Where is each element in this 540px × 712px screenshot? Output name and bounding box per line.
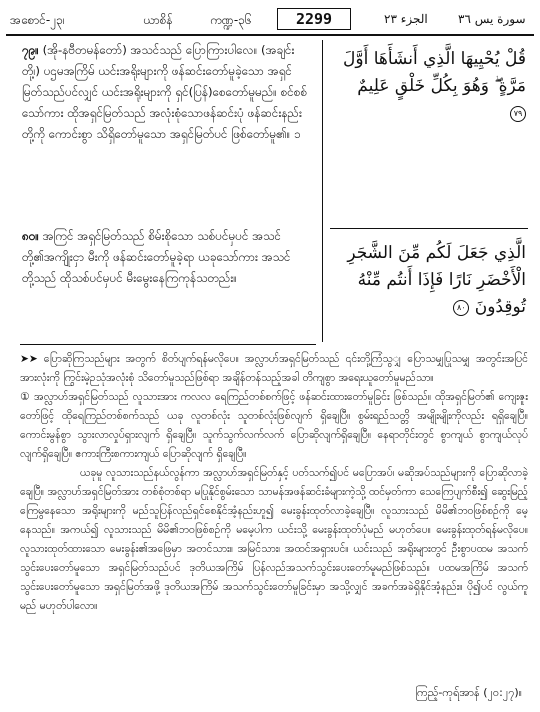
verse-number: ၇၉။	[22, 43, 39, 57]
ayah-marker: ٨٠	[453, 300, 469, 316]
footnote-separator	[20, 344, 316, 345]
arabic-text: الَّذِي جَعَلَ لَكُم مِّنَ الشَّجَرِ الْأَخْضَرِ نَارًا فَإِذَا أَنتُم مِّنْهُ تُوقِدُونَ	[347, 243, 526, 317]
header-rule	[6, 34, 534, 36]
section-label: ကဏ္ဍ-၃၆	[210, 13, 252, 27]
surah-label: سورة يس ٣٦	[458, 12, 526, 26]
column-divider	[322, 40, 323, 342]
footnote-block	[20, 350, 528, 616]
juz-label: الجزء ٢٣	[384, 12, 428, 26]
verse-79-translation	[22, 40, 312, 145]
arabic-block-rule	[330, 228, 528, 229]
verse-80-translation	[22, 226, 312, 289]
page-number: 2299	[277, 8, 351, 30]
footnote-note-1: ① အလ္လာဟ်အရှင်မြတ်သည် လူသားအား ကလလ ရေကြည်တစ်စက်ဖြင့် ဖန်ဆင်းထားတော်မူခြင်း ဖြစ်သည်။ ထိုအရှင်မြတ်၏ ကျေးဇူးတော်ဖြင့် ထိုရေကြည်တစ်စက်သည် ယခု လူတစ်လုံး သူတစ်လုံးဖြစ်လျက် ရှိချေပြီ။ စွမ်းရည်သတ္တိ အမျိုးမျိုးကိုလည်း ရရှိချေပြီ။ ကောင်းမွန်စွာ သွားလာလှုပ်ရှားလျက် ရှိချေပြီ။ သူက်သွက်လက်လက် ပြောဆိုလျက်ရှိချေပြီ။ နေရာတိုင်းတွင် စွာကျယ် စွာကျယ်လုပ်လျက်ရှိချေပြီ။ ဧကားကြီးစကားကျယ် ပြောဆိုလျက် ရှိချေပြီ။	[20, 391, 528, 460]
volume-label: အစောင်-၂၃၊	[10, 13, 65, 27]
footnote-reference: ကြည့်-ကုရ်အာန် (၂၀:၂၇)။	[415, 686, 522, 699]
verse-text: အကြင် အရှင်မြတ်သည် စိမ်းစိုသော သစ်ပင်မှပင် အသင်တို့၏အကျိုးငှာ မီးကို ဖန်ဆင်းတော်မူခဲ့ရာ ယခုသော်ကား အသင်တို့သည် ထိုသစ်ပင်မှပင် မီးမွေးနေကြကုန်သတည်း။	[22, 229, 291, 285]
footnote-intro: ➤➤ ပြောဆိုကြသည်များ အတွက် စိတ်ပျက်ရန်မလိုပေ။ အလ္လာဟ်အရှင်မြတ်သည် ၎င်းတို့ကြံသွျှ ပြောသမျှပြုသမျှ အတွင်းအပြင် အားလုံးကို ကြွင်းမဲ့ဉသုံအလုံးစုံ သိတော်မူသည်ဖြစ်ရာ အချိန်တန်သည့်အခါ တိကျစွာ အရေးယူတော်မူမည်သာ။	[20, 353, 528, 384]
surah-name-burmese: ယာစိန်	[143, 13, 173, 27]
arabic-text: قُلْ يُحْيِيهَا الَّذِي أَنشَأَهَا أَوَّلَ مَرَّةٍ ۖ وَهُوَ بِكُلِّ خَلْقٍ عَلِيمٌ	[343, 49, 526, 96]
verse-number: ၈၀။	[22, 229, 39, 243]
footnote-body: ယခုမူ လူသားသည်နယ်လွန်ကာ အလ္လာဟ်အရှင်မြတ်နှင့် ပတ်သက်၍ပင် မပြောအပ်၊ မဆိုအပ်သည်များကို ပြောဆိုလာခဲ့ချေပြီ။ အလ္လာဟ်အရှင်မြတ်အား တစ်စုံတစ်ရာ မပြုနိုင်စွမ်းသော သာမန်အဖန်ဆင်းခံများကဲ့သို့ ထင်မှတ်ကာ သေကြေပျက်စီး၍ ဆွေးမြည့်ကြေမွနေသော အရိုးများကို မည်သူပြန်လည်ရှင်စေနိုင်အံ့နည်းဟူ၍ မေးခွန်းထုတ်လာခဲ့ချေပြီ။ လူသားသည် မိမိ၏ဘဝဖြစ်စဉ်ကို မေ့နေသည်။ အကယ်၍ လူသားသည် မိမိ၏ဘဝဖြစ်စဉ်ကို မမေ့ပါက ယင်းသို့ မေးခွန်းထုတ်ပုံမည် မဟုတ်ပေ။ မေးခွန်းထုတ်ရန်မလိုပေ။ လူသားထုတ်ထားသော မေးခွန်း၏အဖြေမှာ အတင်သား။ အမြင်သား၊ အထင်အရှားပင်။ ယင်းသည် အရိုးများတွင် ဦးစွာပထမ အသက်သွင်းပေးတော်မူသော အရှင်မြတ်သည်ပင် ဒုတိယအကြိမ် ပြန်လည်အသက်သွင်းပေးတော်မူမည်ဖြစ်သည်။ ပထမအကြိမ် အသက်သွင်းပေးတော်မူသော အရှင်မြတ်အဖို့ ဒုတိယအကြိမ် အသက်သွင်းတော်မူခြင်းမှာ အသို့လျှင် အခက်အခဲရှိနိုင်အံ့နည်း။ ပို၍ပင် လွယ်ကူမည် မဟုတ်ပါလော။	[20, 467, 528, 612]
verse-79-arabic	[336, 46, 526, 127]
page-header	[6, 8, 534, 32]
ayah-marker: ٧٩	[510, 106, 526, 122]
verse-text: (အို-နဗီတမန်တော်) အသင်သည် ပြောကြားပါလေ။ (အချင်းတို့၊) ပဌမအကြိမ် ယင်းအရိုးများကို ဖန်ဆင်းတော်မူခဲ့သော အရှင်မြတ်သည်ပင်လျှင် ယင်းအရိုးများကို ရှင်(ပြန်)စေတော်မူမည်။ စင်စစ်သော်ကား ထိုအရှင်မြတ်သည် အလုံးစုံသောဖန်ဆင်းပုံ ဖန်ဆင်းနည်းတို့ကို ကောင်းစွာ သိရှိတော်မူသော အရှင်မြတ်ပင် ဖြစ်တော်မူ၏။ ၁	[22, 43, 308, 141]
verse-80-arabic	[336, 240, 526, 321]
